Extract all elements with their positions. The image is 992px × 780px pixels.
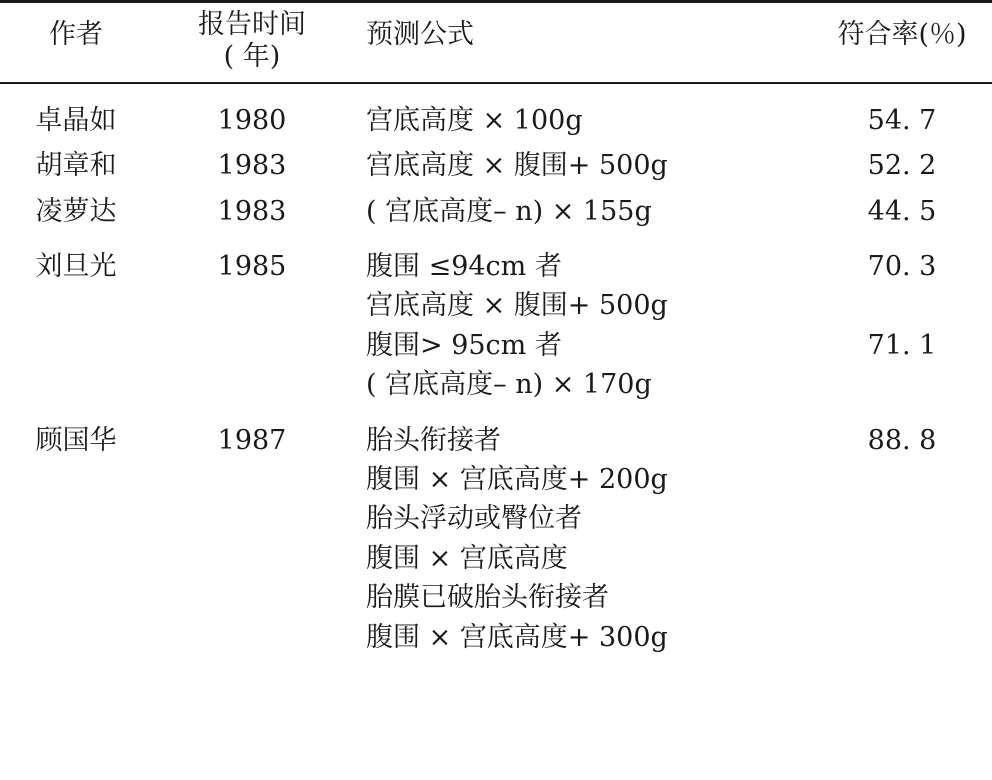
formula-line: ( 宫底高度– n) × 155g <box>366 195 652 227</box>
cell-rate <box>812 418 992 660</box>
cell-rate <box>812 244 992 408</box>
row-gap <box>0 408 992 418</box>
row-gap <box>0 234 992 244</box>
cell-formula <box>352 189 812 234</box>
table-body <box>0 84 992 660</box>
table-row <box>0 189 992 234</box>
rate-line: 70. 3 <box>867 251 937 282</box>
table-row <box>0 98 992 143</box>
table-row <box>0 244 992 408</box>
table-row <box>0 418 992 660</box>
formula-line: 宫底高度 × 腹围+ 500g <box>366 150 668 182</box>
rate-line: 44. 5 <box>867 195 937 227</box>
column-header-year-line1: 报告时间 <box>198 9 306 40</box>
cell-author: 卓晶如 <box>35 104 117 136</box>
formula-line: 腹围 × 宫底高度+ 200g <box>366 464 668 496</box>
table-row <box>0 143 992 188</box>
formula-line: 胎膜已破胎头衔接者 <box>366 582 609 614</box>
cell-author: 凌萝达 <box>35 195 117 227</box>
cell-year: 1983 <box>217 195 287 227</box>
cell-formula <box>352 244 812 408</box>
formula-line: 腹围> 95cm 者 <box>366 329 562 361</box>
column-header-author: 作者 <box>49 19 103 51</box>
table-header-row <box>0 3 992 82</box>
cell-author: 刘旦光 <box>35 251 117 282</box>
column-header-rate: 符合率(％) <box>837 19 967 51</box>
formula-line: 胎头衔接者 <box>366 424 501 456</box>
formula-line: 腹围 × 宫底高度 <box>366 542 568 574</box>
cell-formula <box>352 143 812 188</box>
cell-rate <box>812 98 992 143</box>
formula-line: 宫底高度 × 100g <box>366 104 583 136</box>
cell-year: 1983 <box>217 150 287 182</box>
cell-author: 顾国华 <box>35 424 117 456</box>
cell-year: 1985 <box>217 251 287 282</box>
formula-line: 宫底高度 × 腹围+ 500g <box>366 290 668 322</box>
cell-year: 1987 <box>217 424 287 456</box>
formula-line: 腹围 × 宫底高度+ 300g <box>366 621 668 653</box>
formula-line: 腹围 ≤94cm 者 <box>366 251 562 282</box>
cell-rate <box>812 143 992 188</box>
formula-line: ( 宫底高度– n) × 170g <box>366 369 652 401</box>
rate-line: 54. 7 <box>867 104 937 136</box>
column-header-year-line2: ( 年) <box>223 41 281 73</box>
column-header-year <box>152 9 352 74</box>
column-header-formula: 预测公式 <box>366 19 474 51</box>
formula-line: 胎头浮动或臀位者 <box>366 503 582 535</box>
cell-author: 胡章和 <box>35 150 117 182</box>
cell-formula <box>352 98 812 143</box>
rate-line: 88. 8 <box>867 424 937 456</box>
rate-line: 52. 2 <box>867 150 937 182</box>
cell-year: 1980 <box>217 104 287 136</box>
cell-rate <box>812 189 992 234</box>
rate-line: 71. 1 <box>867 329 937 361</box>
cell-formula <box>352 418 812 660</box>
